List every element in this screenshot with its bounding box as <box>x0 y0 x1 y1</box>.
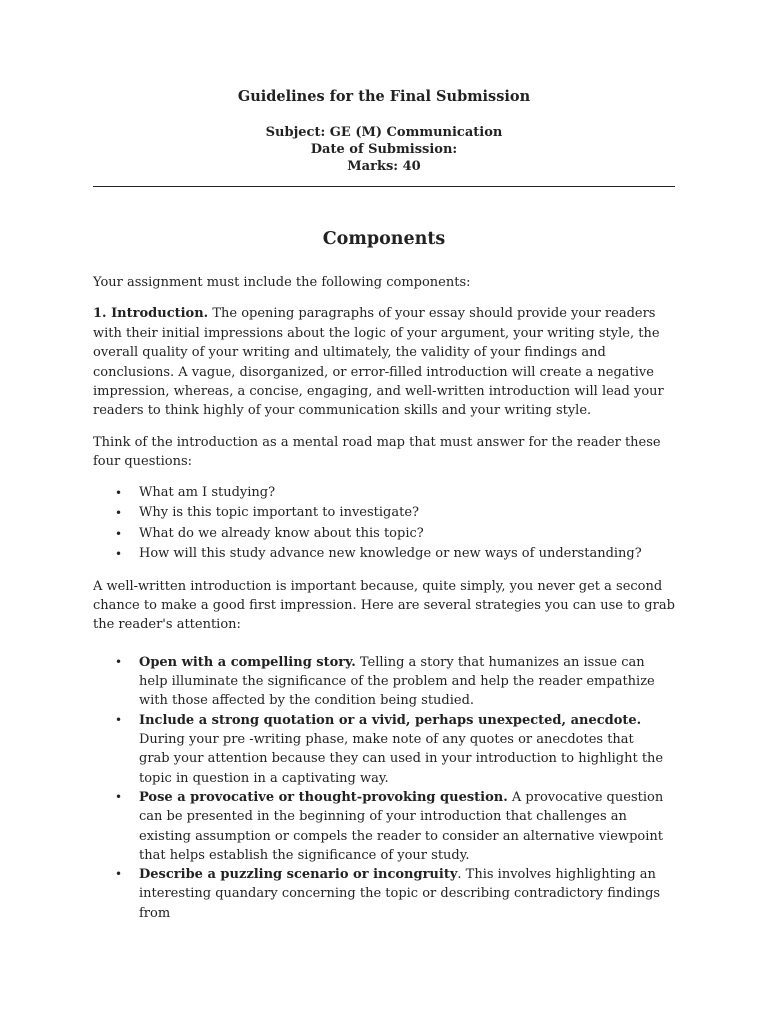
question-text: Why is this topic important to investigate? <box>139 505 419 521</box>
bullet-icon: • <box>115 654 123 669</box>
list-item <box>93 653 675 711</box>
components-intro-paragraph: Your assignment must include the following components: <box>93 275 471 290</box>
introduction-label: 1. Introduction. <box>93 306 209 322</box>
list-item <box>93 865 675 923</box>
questions-list <box>93 483 675 565</box>
first-impression-paragraph: A well-written introduction is important because, quite simply, you never get a second chance to make a good first impression. Here are several strategies you can use to grab the reader's attention: <box>93 578 675 633</box>
strategy-label: Describe a puzzling scenario or incongruity <box>139 867 458 883</box>
subject-line: Subject: GE (M) Communication <box>265 125 503 140</box>
list-item <box>93 483 675 504</box>
document-title: Guidelines for the Final Submission <box>237 88 531 105</box>
bullet-icon: • <box>115 506 123 521</box>
marks-line: Marks: 40 <box>347 159 421 174</box>
bullet-icon: • <box>115 789 123 804</box>
strategy-text: Telling a story that humanizes an issue can help illuminate the significance of the problem and help the reader empathize with those affected by the condition being studied. <box>139 654 655 709</box>
question-text: What do we already know about this topic? <box>139 525 424 541</box>
submission-meta <box>93 124 675 175</box>
bullet-icon: • <box>115 712 123 727</box>
list-item <box>93 544 675 565</box>
strategy-text: . This involves highlighting an interesting quandary concerning the topic or describing contradictory findings from <box>139 867 661 921</box>
date-of-submission-line: Date of Submission: <box>310 142 458 157</box>
strategy-text: During your pre -writing phase, make note of any quotes or anecdotes that grab your attention because they can used in your introduction to highlight the topic in question in a captivating way. <box>139 732 664 786</box>
header-divider <box>93 186 675 187</box>
section-heading-components: Components <box>322 229 446 249</box>
list-item <box>93 503 675 524</box>
question-text: How will this study advance new knowledge or new ways of understanding? <box>139 546 642 562</box>
strategy-label: Include a strong quotation or a vivid, perhaps unexpected, anecdote. <box>139 712 642 728</box>
strategy-label: Open with a compelling story. <box>139 654 356 670</box>
bullet-icon: • <box>115 526 123 541</box>
document-page <box>93 86 675 923</box>
list-item <box>93 524 675 545</box>
introduction-text: The opening paragraphs of your essay should provide your readers with their initial impressions about the logic of your argument, your writing style, the overall quality of your writing and ultimately, the validity of your findings and conclusions. A vague, disorganized, or error-filled introduction will create a negative impression, whereas, a concise, engaging, and well-written introduction will lead your readers to think highly of your communication skills and your writing style. <box>93 306 664 419</box>
question-text: What am I studying? <box>139 484 276 500</box>
bullet-icon: • <box>115 547 123 562</box>
introduction-paragraph <box>93 304 675 420</box>
bullet-icon: • <box>115 485 123 500</box>
list-item <box>93 711 675 788</box>
strategy-text: A provocative question can be presented in the beginning of your introduction that challenges an existing assumption or compels the reader to consider an alternative viewpoint that helps establish the significance of your study. <box>139 789 664 863</box>
bullet-icon: • <box>115 867 123 882</box>
strategies-list <box>93 653 675 923</box>
list-item <box>93 788 675 865</box>
roadmap-paragraph: Think of the introduction as a mental road map that must answer for the reader these four questions: <box>93 434 661 470</box>
strategy-label: Pose a provocative or thought-provoking question. <box>139 789 508 805</box>
